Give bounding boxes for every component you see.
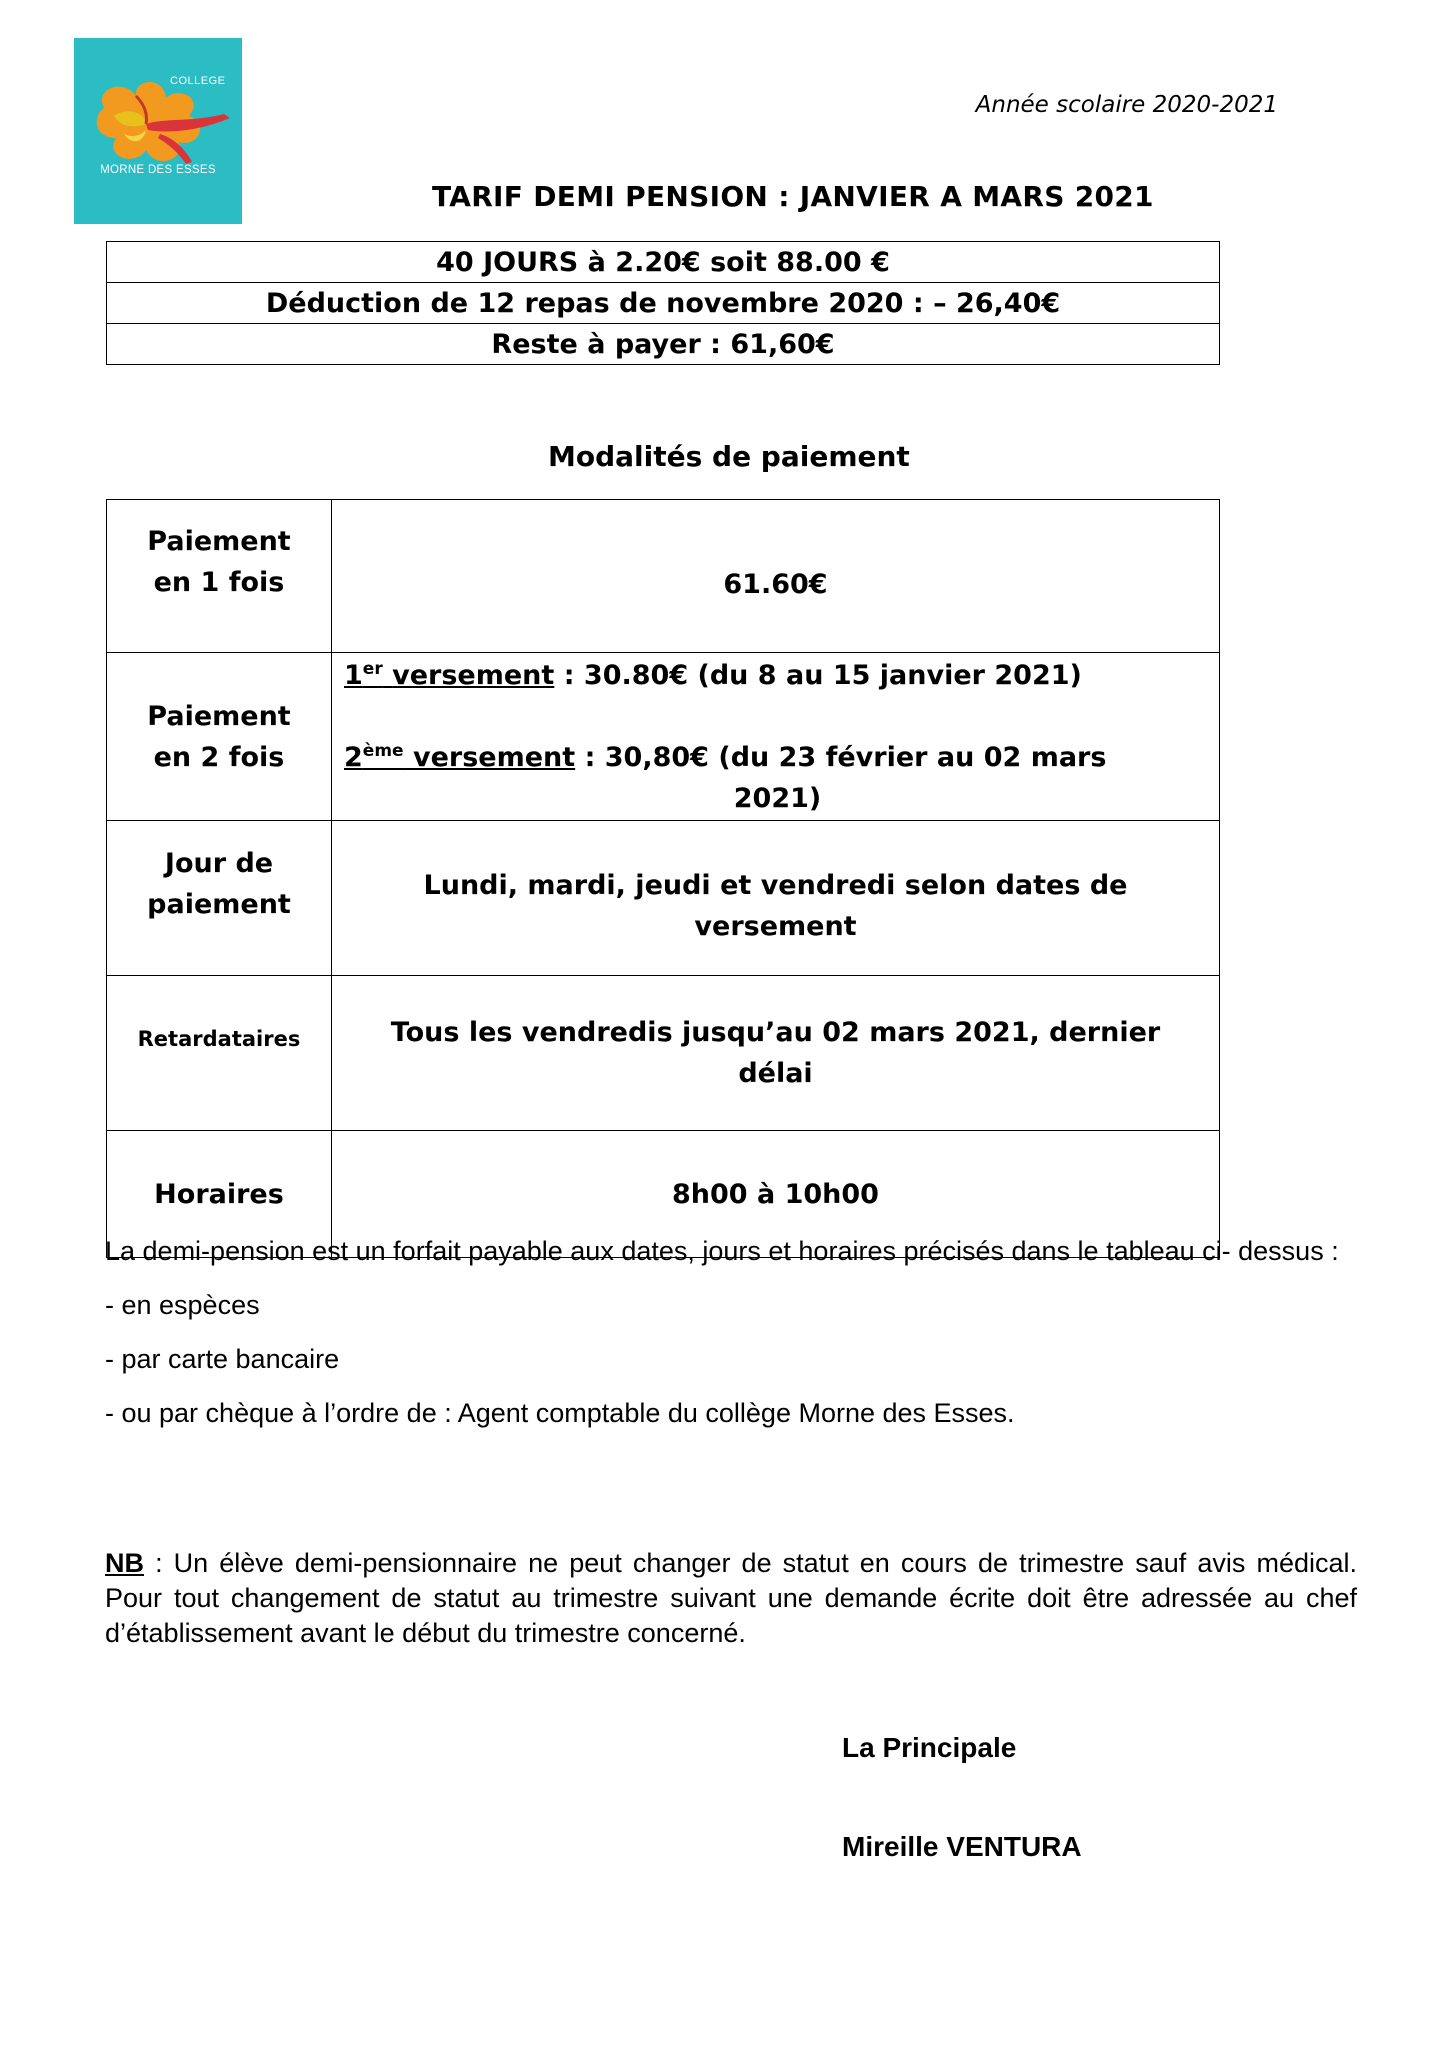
table-row xyxy=(107,821,1220,976)
row-value-late xyxy=(332,976,1220,1131)
table-row xyxy=(107,976,1220,1131)
table-row xyxy=(107,242,1220,283)
label-line: paiement xyxy=(147,889,291,920)
note-label: NB xyxy=(105,1548,144,1578)
label-line: Paiement xyxy=(147,526,291,557)
row-label-one-payment xyxy=(107,500,332,653)
table-row xyxy=(107,324,1220,365)
row-label-two-payments xyxy=(107,653,332,821)
school-year: Année scolaire 2020-2021 xyxy=(975,92,1278,118)
row-value-payment-day xyxy=(332,821,1220,976)
payment-section-title: Modalités de paiement xyxy=(548,440,910,473)
page-title: TARIF DEMI PENSION : JANVIER A MARS 2021 xyxy=(432,180,1154,213)
logo-hibiscus-icon xyxy=(74,38,242,224)
summary-row-deduction: Déduction de 12 repas de novembre 2020 : – 26,40€ xyxy=(107,283,1220,324)
row-label-payment-day xyxy=(107,821,332,976)
table-row xyxy=(107,500,1220,653)
table-row xyxy=(107,653,1220,821)
logo-top-text: COLLEGE xyxy=(170,75,226,87)
note-paragraph xyxy=(105,1546,1357,1651)
row-label-late: Retardataires xyxy=(107,976,332,1131)
label-line: en 2 fois xyxy=(153,741,285,773)
value-line: versement xyxy=(694,911,857,942)
payment-table xyxy=(106,499,1220,1258)
row-label-hours: Horaires xyxy=(107,1131,332,1258)
summary-row-total: 40 JOURS à 2.20€ soit 88.00 € xyxy=(107,242,1220,283)
note-text: : Un élève demi-pensionnaire ne peut changer de statut en cours de trimestre sauf avis médical. Pour tout changement de statut au trimestre suivant une demande écrite doit être adressée au chef d’établissement avant le début du trimestre concerné. xyxy=(105,1548,1357,1648)
installment-2-label: 2ème versement xyxy=(344,740,576,773)
list-item: - en espèces xyxy=(105,1290,260,1320)
summary-table xyxy=(106,241,1220,365)
installment-1: 1er versement : 30.80€ (du 8 au 15 janvier 2021) xyxy=(344,658,1082,691)
row-value-one-payment: 61.60€ xyxy=(332,500,1220,653)
college-logo xyxy=(74,38,242,224)
installment-2: 2ème versement : 30,80€ (du 23 février au 02 mars xyxy=(344,740,1107,773)
payment-methods-text xyxy=(105,1233,1365,1431)
logo-bottom-text: MORNE DES ESSES xyxy=(100,164,216,176)
intro-paragraph: La demi-pension est un forfait payable aux dates, jours et horaires précisés dans le tableau ci- dessus : xyxy=(105,1236,1339,1266)
value-line: délai xyxy=(738,1058,813,1089)
summary-row-remaining: Reste à payer : 61,60€ xyxy=(107,324,1220,365)
list-item: - ou par chèque à l’ordre de : Agent comptable du collège Morne des Esses. xyxy=(105,1398,1015,1428)
list-item: - par carte bancaire xyxy=(105,1344,340,1374)
row-value-two-payments xyxy=(332,653,1220,821)
label-line: Paiement xyxy=(147,700,291,732)
installment-2-cont: 2021) xyxy=(733,782,822,814)
signature-name: Mireille VENTURA xyxy=(842,1831,1082,1862)
table-row xyxy=(107,283,1220,324)
value-line: Tous les vendredis jusqu’au 02 mars 2021, dernier xyxy=(390,1017,1161,1048)
value-line: Lundi, mardi, jeudi et vendredi selon dates de xyxy=(423,870,1128,901)
label-line: en 1 fois xyxy=(153,567,285,598)
label-line: Jour de xyxy=(164,848,274,879)
installment-1-label: 1er versement xyxy=(344,658,555,691)
row-value-hours: 8h00 à 10h00 xyxy=(332,1131,1220,1258)
signature-role: La Principale xyxy=(842,1732,1017,1763)
